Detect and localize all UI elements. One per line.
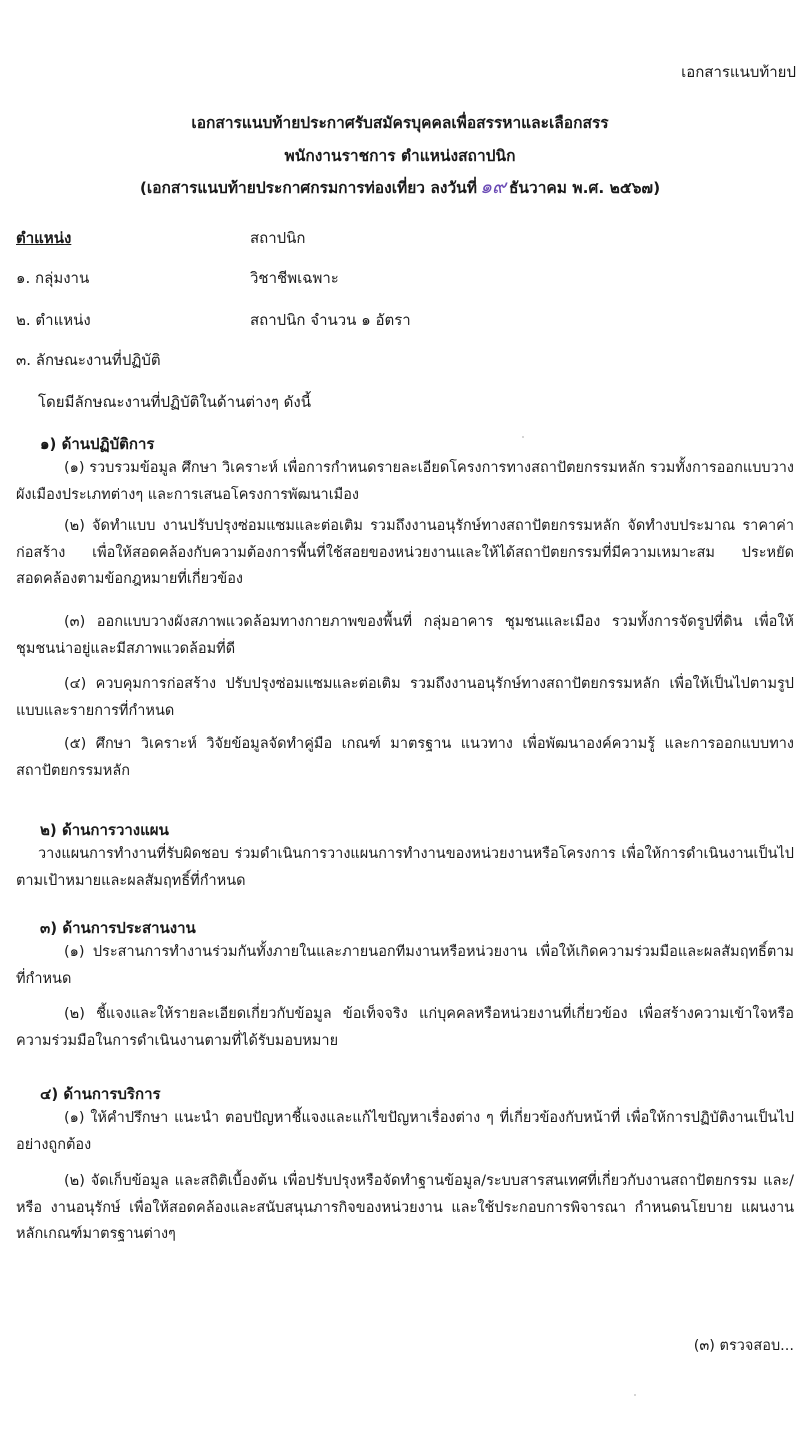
duty-item: (๔) ควบคุมการก่อสร้าง ปรับปรุงซ่อมแซมและต่อเติม รวมถึงงานอนุรักษ์ทางสถาปัตยกรรมหลัก เพื่อให้เป็นไปตามรูปแบบและรายการที่กำหนด — [16, 676, 794, 719]
group-label: ๑. กลุ่มงาน — [16, 269, 90, 287]
duty-item: (๕) ศึกษา วิเคราะห์ วิจัยข้อมูลจัดทำคู่มือ เกณฑ์ มาตรฐาน แนวทาง เพื่อพัฒนาองค์ความรู้ และการออกแบบทางสถาปัตยกรรมหลัก — [16, 736, 794, 779]
post-value: สถาปนิก จำนวน ๑ อัตรา — [250, 311, 411, 329]
duties-label: ๓. ลักษณะงานที่ปฏิบัติ — [16, 351, 161, 369]
position-label: ตำแหน่ง — [16, 229, 72, 247]
title-suffix: ธันวาคม พ.ศ. ๒๕๖๗) — [508, 179, 661, 197]
section-heading: ๒) ด้านการวางแผน — [40, 821, 169, 839]
section-heading: ๔) ด้านการบริการ — [40, 1085, 161, 1103]
document-title-line-3 — [0, 172, 800, 202]
group-value: วิชาชีพเฉพาะ — [250, 269, 339, 287]
handwritten-date: ๑๙ — [479, 176, 506, 198]
position-value: สถาปนิก — [250, 229, 306, 247]
scan-speck — [634, 1394, 636, 1396]
continuation-note: (๓) ตรวจสอบ... — [693, 1338, 794, 1354]
duty-item: (๒) ชี้แจงและให้รายละเอียดเกี่ยวกับข้อมูล ข้อเท็จจริง แก่บุคคลหรือหน่วยงานที่เกี่ยวข้อง เพื่อสร้างความเข้าใจหรือความร่วมมือในการดำเนินงานตามที่ได้รับมอบหมาย — [16, 1006, 794, 1049]
scan-speck — [522, 436, 524, 438]
duty-item: (๑) ให้คำปรึกษา แนะนำ ตอบปัญหาชี้แจงและแก้ไขปัญหาเรื่องต่าง ๆ ที่เกี่ยวข้องกับหน้าที่ เพื่อให้การปฏิบัติงานเป็นไปอย่างถูกต้อง — [16, 1110, 794, 1153]
duty-item: (๒) จัดเก็บข้อมูล และสถิติเบื้องต้น เพื่อปรับปรุงหรือจัดทำฐานข้อมูล/ระบบสารสนเทศที่เกี่ยวกับงานสถาปัตยกรรม และ/หรือ งานอนุรักษ์ เพื่อให้สอดคล้องและสนับสนุนภารกิจของหน่วยงาน และใช้ประกอบการพิจารณา กำหนดนโยบาย แผนงาน หลักเกณฑ์มาตรฐานต่างๆ — [16, 1173, 794, 1242]
section-heading: ๓) ด้านการประสานงาน — [40, 919, 196, 937]
document-title-line-2: พนักงานราชการ ตำแหน่งสถาปนิก — [284, 147, 516, 165]
title-prefix: (เอกสารแนบท้ายประกาศกรมการท่องเที่ยว ลงวันที่ — [139, 179, 477, 197]
post-label: ๒. ตำแหน่ง — [16, 311, 91, 329]
intro-text: โดยมีลักษณะงานที่ปฏิบัติในด้านต่างๆ ดังนี้ — [38, 393, 311, 411]
duty-item: วางแผนการทำงานที่รับผิดชอบ ร่วมดำเนินการวางแผนการทำงานของหน่วยงานหรือโครงการ เพื่อให้การดำเนินงานเป็นไปตามเป้าหมายและผลสัมฤทธิ์ที่กำหนด — [16, 846, 794, 889]
duty-item: (๓) ออกแบบวางผังสภาพแวดล้อมทางกายภาพของพื้นที่ กลุ่มอาคาร ชุมชนและเมือง รวมทั้งการจัดรูปที่ดิน เพื่อให้ชุมชนน่าอยู่และมีสภาพแวดล้อมที่ดี — [16, 614, 794, 657]
duty-item: (๑) ประสานการทำงานร่วมกันทั้งภายในและภายนอกทีมงานหรือหน่วยงาน เพื่อให้เกิดความร่วมมือและผลสัมฤทธิ์ตามที่กำหนด — [16, 944, 794, 987]
document-title-line-1: เอกสารแนบท้ายประกาศรับสมัครบุคคลเพื่อสรรหาและเลือกสรร — [191, 114, 609, 132]
section-heading: ๑) ด้านปฏิบัติการ — [40, 435, 155, 453]
duty-item: (๑) รวบรวมข้อมูล ศึกษา วิเคราะห์ เพื่อการกำหนดรายละเอียดโครงการทางสถาปัตยกรรมหลัก รวมทั้งการออกแบบวางผังเมืองประเภทต่างๆ และการเสนอโครงการพัฒนาเมือง — [16, 460, 794, 503]
duty-item: (๒) จัดทำแบบ งานปรับปรุงซ่อมแซมและต่อเติม รวมถึงงานอนุรักษ์ทางสถาปัตยกรรมหลัก จัดทำงบประมาณ ราคาค่าก่อสร้าง เพื่อให้สอดคล้องกับความต้องการพื้นที่ใช้สอยของหน่วยงานและให้ได้สถาปัตยกรรมที่มีความเหมาะสม ประหยัด สอดคล้องตามข้อกฎหมายที่เกี่ยวข้อง — [16, 518, 794, 587]
header-note: เอกสารแนบท้ายป — [681, 63, 796, 81]
